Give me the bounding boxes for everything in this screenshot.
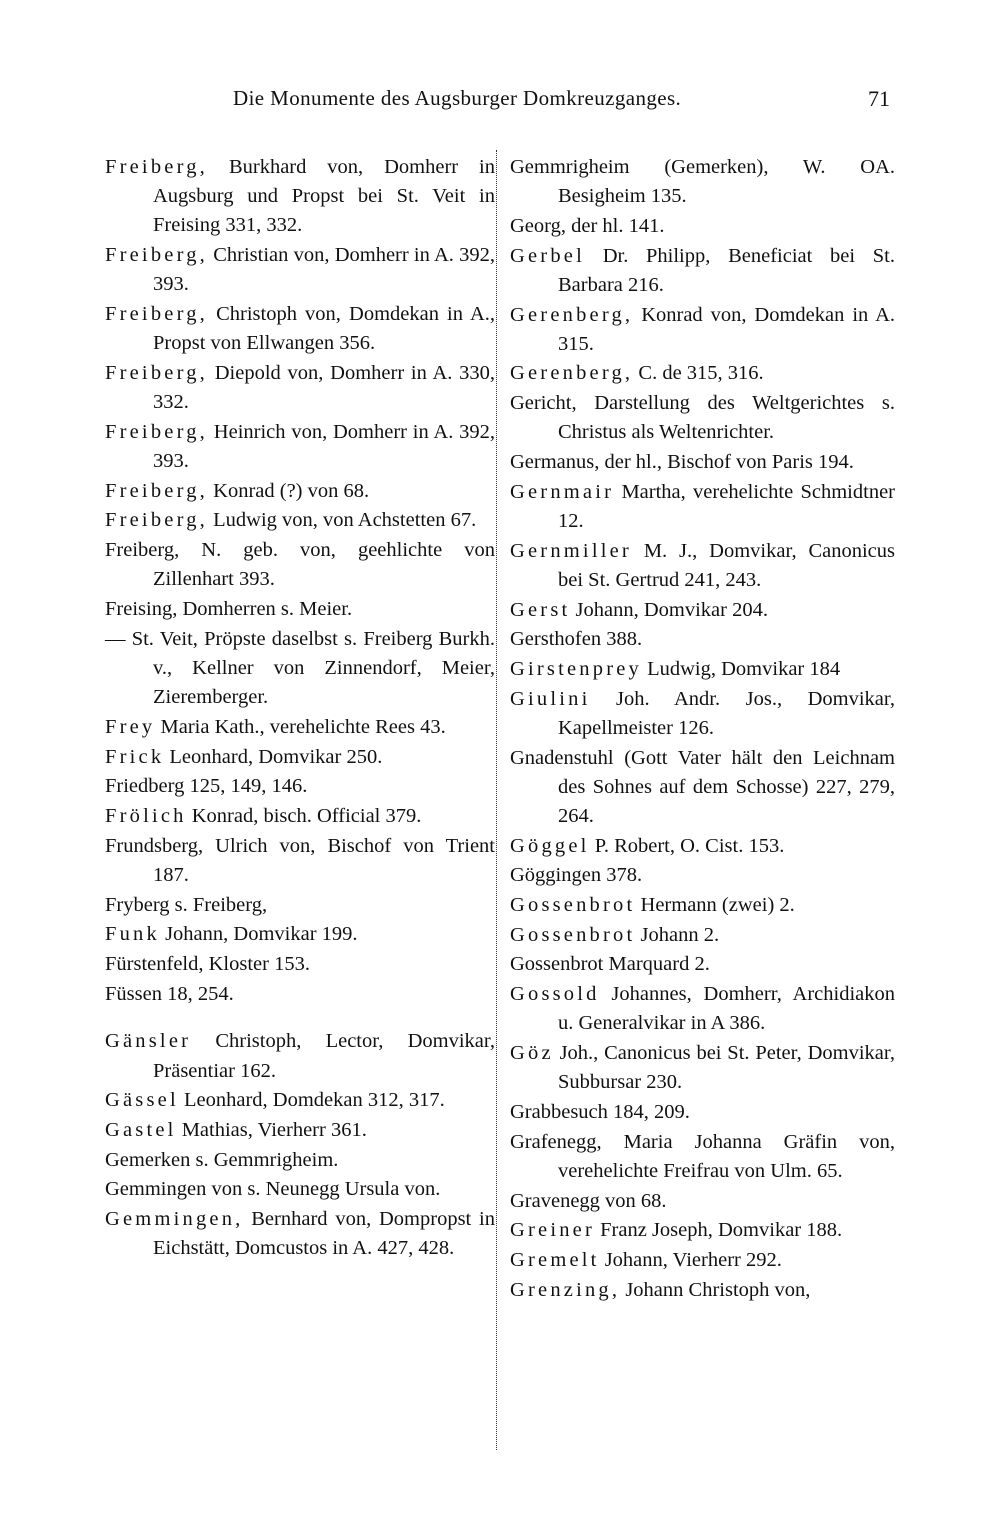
index-entry-text: Gravenegg von 68. xyxy=(510,1189,667,1212)
index-entry-text: Martha, verehelichte Schmidtner 12. xyxy=(558,480,895,532)
index-entry xyxy=(510,1187,895,1216)
index-entry-text: Dr. Philipp, Beneficiat bei St. Barbara 216. xyxy=(558,244,895,296)
index-entry xyxy=(105,802,495,831)
index-entry-text: Freising, Domherren s. Meier. xyxy=(105,598,353,621)
index-entry xyxy=(510,212,895,241)
index-entry-lemma: Frey xyxy=(105,715,156,738)
index-entry xyxy=(510,921,895,950)
index-entry-text: Mathias, Vierherr 361. xyxy=(176,1119,367,1141)
index-entry-text: Leonhard, Domvikar 250. xyxy=(164,745,383,768)
index-entry-lemma: Funk xyxy=(105,923,160,946)
index-entry xyxy=(105,713,495,742)
index-entry-lemma: Freiberg, xyxy=(105,156,209,178)
index-entry-lemma: Gremelt xyxy=(510,1249,600,1272)
index-entry xyxy=(510,1216,895,1245)
index-entry-lemma: Freiberg, xyxy=(105,479,209,502)
index-entry-text: Johann, Vierherr 292. xyxy=(599,1249,782,1272)
index-entry xyxy=(510,448,895,477)
index-entry-lemma: Göz xyxy=(510,1042,554,1065)
index-entry xyxy=(105,772,495,801)
index-entry-text: Grabbesuch 184, 209. xyxy=(510,1101,690,1123)
index-entry-lemma: Gerenberg, xyxy=(510,303,634,326)
index-entry-text: Frundsberg, Ulrich von, Bischof von Trient 187. xyxy=(105,834,495,886)
index-entry xyxy=(105,1205,495,1263)
index-entry xyxy=(105,1116,495,1145)
index-entry xyxy=(105,832,495,890)
index-entry-lemma: Grenzing, xyxy=(510,1278,621,1301)
index-entry-text: Gemmrigheim (Gemerken), W. OA. Besigheim 135. xyxy=(510,156,895,208)
index-entry-text: — St. Veit, Pröpste daselbst s. Freiberg Burkh. v., Kellner von Zinnendorf, Meier, Zieremberger. xyxy=(105,627,495,709)
index-entry-lemma: Gerenberg, xyxy=(510,362,634,385)
index-entry-text: Heinrich von, Domherr in A. 392, 393. xyxy=(153,420,495,473)
index-entry-lemma: Girstenprey xyxy=(510,657,642,680)
index-entry-text: Franz Joseph, Domvikar 188. xyxy=(595,1219,843,1242)
index-entry-text: Ludwig von, von Achstetten 67. xyxy=(208,509,477,532)
index-entry-text: Fryberg s. Freiberg, xyxy=(105,893,268,916)
index-entry-lemma: Gässel xyxy=(105,1089,179,1112)
index-entry xyxy=(105,506,495,535)
index-entry xyxy=(105,891,495,920)
index-entry-text: Christoph, Lector, Domvikar, Präsentiar 162. xyxy=(153,1030,495,1082)
letter-section-gap xyxy=(105,1009,495,1027)
index-entry-text: Gemerken s. Gemmrigheim. xyxy=(105,1148,339,1171)
index-entry xyxy=(105,980,495,1009)
index-entry xyxy=(105,1175,495,1204)
index-entry xyxy=(510,950,895,979)
index-entry xyxy=(105,300,495,358)
index-entry xyxy=(510,685,895,743)
index-entry-lemma: Giulini xyxy=(510,687,591,710)
index-entry-text: Burkhard von, Domherr in Augsburg und Propst bei St. Veit in Freising 331, 332. xyxy=(153,156,495,237)
index-entry xyxy=(105,477,495,506)
index-entry xyxy=(510,1246,895,1275)
index-entry-text: Georg, der hl. 141. xyxy=(510,214,665,237)
index-entry-text: Gossenbrot Marquard 2. xyxy=(510,953,710,976)
index-column-left xyxy=(105,153,495,1264)
index-entry-lemma: Frölich xyxy=(105,804,187,827)
index-entry xyxy=(510,537,895,595)
index-entry-lemma: Gernmiller xyxy=(510,539,632,562)
index-entry-lemma: Freiberg, xyxy=(105,303,209,326)
index-entry-lemma: Gossold xyxy=(510,983,600,1006)
index-entry-lemma: Gossenbrot xyxy=(510,894,636,917)
index-entry-text: Freiberg, N. geb. von, geehlichte von Zillenhart 393. xyxy=(105,539,495,591)
index-entry xyxy=(105,1086,495,1115)
index-entry-lemma: Gerbel xyxy=(510,244,585,267)
index-entry-lemma: Göggel xyxy=(510,834,590,857)
index-entry-text: Gemmingen von s. Neunegg Ursula von. xyxy=(105,1178,441,1201)
index-entry-lemma: Frick xyxy=(105,745,165,768)
index-entry xyxy=(510,1128,895,1186)
index-entry-text: Leonhard, Domdekan 312, 317. xyxy=(178,1089,445,1112)
index-entry-text: Hermann (zwei) 2. xyxy=(635,894,795,917)
index-entry-text: Ludwig, Domvikar 184 xyxy=(641,657,841,680)
index-column-right xyxy=(510,153,895,1305)
index-entry-text: M. J., Domvikar, Canonicus bei St. Gertrud 241, 243. xyxy=(558,539,895,591)
index-entry xyxy=(510,478,895,536)
index-entry-lemma: Freiberg, xyxy=(105,361,209,384)
index-entry-lemma: Gossenbrot xyxy=(510,923,636,946)
index-entry-lemma: Gänsler xyxy=(105,1030,192,1053)
index-entry-text: Joh. Andr. Jos., Domvikar, Kapellmeister 126. xyxy=(558,687,895,739)
index-entry-text: Germanus, der hl., Bischof von Paris 194. xyxy=(510,451,854,474)
index-entry xyxy=(510,1276,895,1305)
index-entry-text: Christian von, Domherr in A. 392, 393. xyxy=(153,244,495,296)
index-entry xyxy=(105,920,495,949)
index-entry-text: Fürstenfeld, Kloster 153. xyxy=(105,952,310,975)
index-entry-text: P. Robert, O. Cist. 153. xyxy=(589,834,785,857)
index-entry xyxy=(510,1039,895,1097)
index-entry xyxy=(510,301,895,359)
index-entry-text: Göggingen 378. xyxy=(510,864,643,887)
index-entry-lemma: Gerst xyxy=(510,598,571,621)
index-entry-lemma: Freiberg, xyxy=(105,509,209,532)
index-entry-text: Johann, Domvikar 204. xyxy=(570,598,768,621)
index-entry xyxy=(105,1027,495,1085)
index-entry xyxy=(510,980,895,1038)
index-entry-text: Gersthofen 388. xyxy=(510,628,643,651)
index-entry xyxy=(105,536,495,594)
running-title: Die Monumente des Augsburger Domkreuzganges. xyxy=(233,86,682,110)
index-entry-text: Johannes, Domherr, Archidiakon u. Generalvikar in A 386. xyxy=(558,983,895,1035)
index-entry xyxy=(510,655,895,684)
index-entry xyxy=(510,389,895,447)
index-entry xyxy=(510,596,895,625)
index-entry-text: Grafenegg, Maria Johanna Gräfin von, verehelichte Freifrau von Ulm. 65. xyxy=(510,1130,895,1182)
index-entry xyxy=(105,359,495,417)
index-entry xyxy=(105,595,495,624)
index-entry xyxy=(105,743,495,772)
index-entry-text: Konrad von, Domdekan in A. 315. xyxy=(558,303,895,355)
index-entry xyxy=(105,950,495,979)
index-entry xyxy=(510,359,895,388)
page-number: 71 xyxy=(868,86,890,111)
index-entry-text: Gericht, Darstellung des Weltgerichtes s. Christus als Weltenrichter. xyxy=(510,392,895,444)
index-entry xyxy=(510,1098,895,1127)
index-entry xyxy=(105,241,495,299)
index-entry-text: Diepold von, Domherr in A. 330, 332. xyxy=(153,361,495,414)
index-entry-text: Konrad, bisch. Official 379. xyxy=(186,804,422,827)
index-entry-text: Konrad (?) von 68. xyxy=(208,479,370,502)
index-entry-text: Maria Kath., verehelichte Rees 43. xyxy=(155,715,446,738)
index-entry xyxy=(510,891,895,920)
index-entry-text: Friedberg 125, 149, 146. xyxy=(105,775,308,798)
index-entry-lemma: Freiberg, xyxy=(105,244,209,267)
index-entry-text: Gnadenstuhl (Gott Vater hält den Leichnam des Sohnes auf dem Schosse) 227, 279, 264. xyxy=(510,746,895,827)
index-entry xyxy=(105,625,495,713)
index-entry-text: Christoph von, Domdekan in A., Propst von Ellwangen 356. xyxy=(153,303,495,355)
index-entry-lemma: Freiberg, xyxy=(105,420,209,443)
index-entry xyxy=(105,418,495,476)
index-entry xyxy=(510,861,895,890)
index-entry xyxy=(510,832,895,861)
index-entry-text: Füssen 18, 254. xyxy=(105,982,234,1005)
index-entry xyxy=(510,744,895,832)
index-entry xyxy=(510,242,895,300)
index-entry-lemma: Gastel xyxy=(105,1119,177,1141)
index-entry-text: Joh., Canonicus bei St. Peter, Domvikar, Subbursar 230. xyxy=(553,1042,895,1094)
index-entry-text: Johann, Domvikar 199. xyxy=(159,923,358,946)
column-divider xyxy=(496,150,497,1450)
index-entry-text: Johann Christoph von, xyxy=(620,1278,811,1301)
index-entry xyxy=(510,625,895,654)
index-entry-lemma: Gernmair xyxy=(510,480,615,503)
index-entry xyxy=(105,1146,495,1175)
index-entry-lemma: Gemmingen, xyxy=(105,1208,244,1231)
index-entry xyxy=(510,153,895,211)
index-entry-lemma: Greiner xyxy=(510,1219,596,1242)
index-entry-text: C. de 315, 316. xyxy=(633,362,764,385)
index-entry xyxy=(105,153,495,241)
index-entry-text: Johann 2. xyxy=(635,923,720,946)
index-entry-text: Bernhard von, Dompropst in Eichstätt, Domcustos in A. 427, 428. xyxy=(153,1208,495,1260)
